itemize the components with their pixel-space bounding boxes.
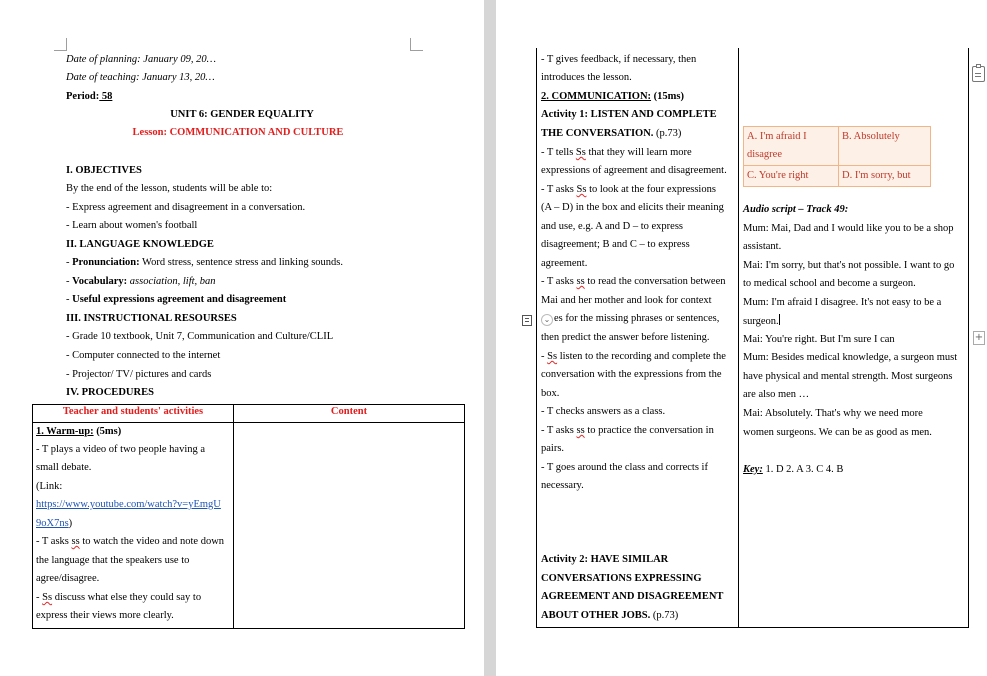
answer-key-value: 1. D 2. A 3. C 4. B xyxy=(762,464,844,475)
activity1-line: agreement. xyxy=(541,258,588,269)
script-line: are also men … xyxy=(743,389,810,400)
lesson-title xyxy=(0,126,476,139)
comment-icon[interactable] xyxy=(522,315,532,326)
ss-word: ss xyxy=(576,276,585,287)
ss-word: ss xyxy=(576,425,585,436)
activity1-line: - T asks Ss to look at the four expressions xyxy=(541,184,716,195)
script-line: Mai: You're right. But I'm sure I can xyxy=(743,334,895,345)
script-line: have physical and mental strength. Most surgeons xyxy=(743,371,953,382)
activity2-title-cont: ABOUT OTHER JOBS. xyxy=(541,610,651,621)
warmup-line: agree/disagree. xyxy=(36,573,100,584)
table-border-bottom xyxy=(32,628,465,629)
pronunciation-line: - Pronunciation: Word stress, sentence stress and linking sounds. xyxy=(66,257,344,268)
script-line: assistant. xyxy=(743,241,782,252)
feedback-text: - T gives feedback, if necessary, then xyxy=(541,54,697,65)
activity2-title: Activity 2: HAVE SIMILAR xyxy=(541,554,669,565)
activity1-line: - Ss listen to the recording and complete the xyxy=(541,351,726,362)
activity2-title-line4 xyxy=(541,609,678,622)
pronunciation-value: Word stress, sentence stress and linking sounds. xyxy=(139,257,344,268)
video-link-continued[interactable]: 9oX7ns xyxy=(36,518,69,529)
script-line: Mum: Mai, Dad and I would like you to be a shop xyxy=(743,223,954,234)
activity1-line: - T asks ss to practice the conversation in xyxy=(541,425,714,436)
expression-d: D. I'm sorry, but xyxy=(842,170,911,181)
feedback-line xyxy=(541,53,735,66)
resources-heading: III. INSTRUCTIONAL RESOURSES xyxy=(66,313,237,324)
lesson-label: Lesson: xyxy=(132,127,167,138)
warmup-heading-label: 1. Warm-up: xyxy=(36,426,94,437)
activity1-line: conversation with the expressions from the xyxy=(541,369,722,380)
add-row-icon[interactable]: + xyxy=(974,332,984,343)
activity1-title: Activity 1: LISTEN AND COMPLETE xyxy=(541,109,717,120)
communication-heading xyxy=(541,90,684,103)
activity1-line: es for the missing phrases or sentences, xyxy=(554,313,720,324)
warmup-line: - T plays a video of two people having a xyxy=(36,444,206,455)
warmup-time: (5ms) xyxy=(93,426,122,437)
chevron-down-icon[interactable]: ⌄ xyxy=(541,314,553,326)
table-header-content: Content xyxy=(330,406,368,417)
video-link-line2 xyxy=(36,517,72,530)
script-line: Mai: I'm sorry, but that's not possible. I want to go xyxy=(743,260,955,271)
period-label: Period: xyxy=(66,91,100,102)
vocabulary-line: - Vocabulary: association, lift, ban xyxy=(66,276,216,287)
activity1-line: - T asks ss to read the conversation between xyxy=(541,276,726,287)
expression-c: C. You're right xyxy=(747,170,809,181)
activity1-line: - T checks answers as a class. xyxy=(541,406,666,417)
activity1-line: Mai and her mother and look for context xyxy=(541,295,712,306)
activity1-line: necessary. xyxy=(541,480,584,491)
vocabulary-value: association, lift, ban xyxy=(127,276,216,287)
page-gutter xyxy=(484,0,496,676)
period-line xyxy=(66,90,112,103)
expressions-box xyxy=(743,126,931,187)
objectives-intro: By the end of the lesson, students will be able to: xyxy=(66,183,273,194)
ss-word: Ss xyxy=(575,147,586,158)
activity1-line: expressions of agreement and disagreement. xyxy=(541,165,727,176)
table-border-left xyxy=(32,404,33,629)
activity2-title: CONVERSATIONS EXPRESSING xyxy=(541,573,702,584)
activity1-title-cont: THE CONVERSATION. xyxy=(541,128,654,139)
pronunciation-label: Pronunciation: xyxy=(72,257,140,268)
table-header-divider xyxy=(32,422,465,423)
link-close-paren: ) xyxy=(68,518,73,529)
activity1-line: then predict the answer before listening. xyxy=(541,332,710,343)
expression-a-cont: disagree xyxy=(747,149,782,160)
table-border-right xyxy=(464,404,465,629)
activity1-line: pairs. xyxy=(541,443,565,454)
activity1-page: (p.73) xyxy=(653,128,682,139)
table-border-bottom xyxy=(536,627,969,628)
document-page-2 xyxy=(496,0,987,676)
table-border-left xyxy=(536,48,537,628)
useful-expressions-line: - Useful expressions agreement and disagreement xyxy=(66,294,287,305)
intro-line: introduces the lesson. xyxy=(541,72,632,83)
resource-item: - Projector/ TV/ pictures and cards xyxy=(66,369,212,380)
objectives-heading: I. OBJECTIVES xyxy=(66,165,142,176)
ss-word: ss xyxy=(71,536,80,547)
table-border-right xyxy=(968,48,969,628)
table-column-divider xyxy=(738,48,739,628)
procedures-heading: IV. PROCEDURES xyxy=(66,387,154,398)
script-line: Mai: Absolutely. That's why we need more xyxy=(743,408,923,419)
script-line xyxy=(743,314,780,328)
warmup-line: (Link: xyxy=(36,481,63,492)
video-link[interactable]: https://www.youtube.com/watch?v=yEmgU xyxy=(36,499,221,510)
warmup-line: the language that the speakers use to xyxy=(36,555,190,566)
date-of-teaching: Date of teaching: January 13, 20… xyxy=(66,72,215,83)
warmup-line: - T asks ss to watch the video and note down xyxy=(36,536,225,547)
useful-expressions-label: Useful expressions agreement and disagreement xyxy=(72,294,287,305)
script-line: Mum: Besides medical knowledge, a surgeon must xyxy=(743,352,958,363)
ss-word: Ss xyxy=(42,592,53,603)
table-header-activities: Teacher and students' activities xyxy=(62,406,204,417)
date-of-planning: Date of planning: January 09, 20… xyxy=(66,54,216,65)
document-page-1 xyxy=(0,0,484,676)
resource-item: - Grade 10 textbook, Unit 7, Communication and Culture/CLIL xyxy=(66,331,334,342)
vocabulary-label: Vocabulary: xyxy=(72,276,128,287)
period-value: 58 xyxy=(99,91,113,102)
activity1-line: disagreement; B and C – to express xyxy=(541,239,690,250)
script-line: Mum: I'm afraid I disagree. It's not easy to be a xyxy=(743,297,942,308)
communication-label: 2. COMMUNICATION: xyxy=(541,91,652,102)
table-column-divider xyxy=(233,404,234,629)
activity1-line: - T goes around the class and corrects if xyxy=(541,462,708,473)
answer-key-label: Key: xyxy=(743,464,763,475)
communication-time: (15ms) xyxy=(651,91,684,102)
warmup-line: small debate. xyxy=(36,462,92,473)
clipboard-icon[interactable] xyxy=(972,66,985,82)
activity1-title-line2 xyxy=(541,127,681,140)
activity1-line: - T tells Ss that they will learn more xyxy=(541,147,692,158)
margin-corner-top-right xyxy=(410,38,423,51)
objective-item: - Learn about women's football xyxy=(66,220,198,231)
warmup-line: express their views more clearly. xyxy=(36,610,174,621)
warmup-line: - Ss discuss what else they could say to xyxy=(36,592,202,603)
objective-item: - Express agreement and disagreement in a conversation. xyxy=(66,202,306,213)
lesson-value: COMMUNICATION AND CULTURE xyxy=(166,127,344,138)
text-cursor xyxy=(779,314,780,325)
activity1-line: box. xyxy=(541,388,560,399)
audio-script-heading: Audio script – Track 49: xyxy=(743,204,849,215)
activity1-line: and use, e.g. A and D – to express xyxy=(541,221,684,232)
activity2-page: (p.73) xyxy=(650,610,679,621)
ss-word: Ss xyxy=(547,351,558,362)
ss-word: Ss xyxy=(576,184,587,195)
resource-item: - Computer connected to the internet xyxy=(66,350,221,361)
activity2-title: AGREEMENT AND DISAGREEMENT xyxy=(541,591,724,602)
answer-key xyxy=(743,463,843,476)
language-heading: II. LANGUAGE KNOWLEDGE xyxy=(66,239,214,250)
script-line-text: surgeon. xyxy=(743,316,779,327)
expression-a: A. I'm afraid I xyxy=(747,131,807,142)
script-line: women surgeons. We can be as good as men. xyxy=(743,427,932,438)
unit-title: UNIT 6: GENDER EQUALITY xyxy=(170,109,314,120)
activity1-line: (A – D) in the box and elicits their meaning xyxy=(541,202,724,213)
warmup-heading xyxy=(36,425,121,438)
expression-b: B. Absolutely xyxy=(842,131,900,142)
margin-corner-top-left xyxy=(54,38,67,51)
script-line: to medical school and become a surgeon. xyxy=(743,278,916,289)
